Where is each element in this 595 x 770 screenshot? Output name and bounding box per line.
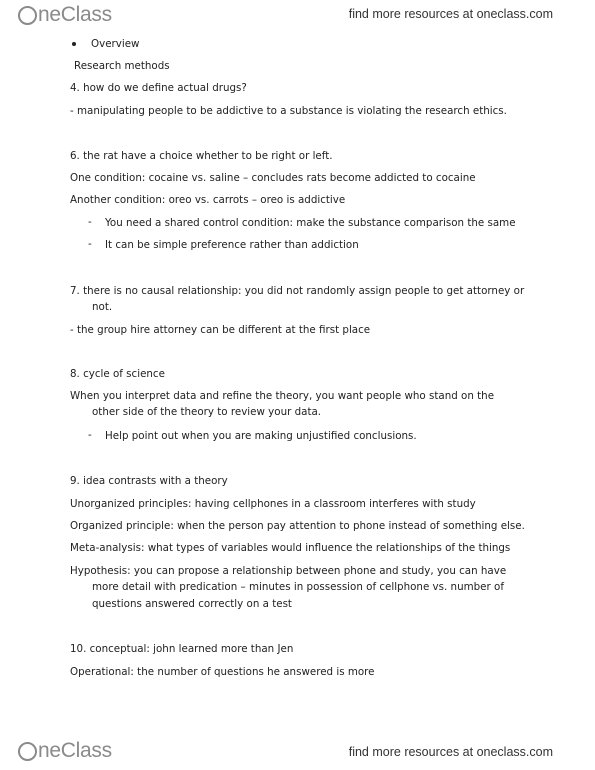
- interpret-line: When you interpret data and refine the theory, you want people who stand on the: [70, 390, 495, 402]
- logo-o-icon: [18, 6, 37, 25]
- dash-icon: -: [88, 238, 92, 250]
- overview-item: Overview: [91, 38, 140, 50]
- hypothesis-line-cont2: questions answered correctly on a test: [92, 598, 292, 610]
- research-methods-line: Research methods: [74, 60, 170, 72]
- logo-o-icon: [18, 742, 37, 761]
- logo-text: neClass: [38, 3, 112, 26]
- footer-resources-link[interactable]: find more resources at oneclass.com: [348, 745, 553, 759]
- header-resources-link[interactable]: find more resources at oneclass.com: [348, 7, 553, 21]
- shared-control-line: You need a shared control condition: make the substance comparison the same: [105, 217, 516, 229]
- dash-icon: -: [88, 216, 92, 228]
- unorganized-line: Unorganized principles: having cellphones in a classroom interferes with study: [70, 498, 476, 510]
- condition-one-line: One condition: cocaine vs. saline – concludes rats become addicted to cocaine: [70, 172, 476, 184]
- q4-line: 4. how do we define actual drugs?: [70, 82, 247, 94]
- footer-logo-text: neClass: [38, 739, 112, 762]
- ethics-line: - manipulating people to be addictive to a substance is violating the research ethics.: [70, 105, 507, 117]
- q7-line-cont: not.: [92, 301, 113, 313]
- q8-line: 8. cycle of science: [70, 368, 165, 380]
- meta-analysis-line: Meta-analysis: what types of variables would influence the relationships of the things: [70, 542, 511, 554]
- operational-line: Operational: the number of questions he answered is more: [70, 666, 375, 678]
- q9-line: 9. idea contrasts with a theory: [70, 475, 228, 487]
- oneclass-footer-logo: [18, 739, 112, 763]
- q10-line: 10. conceptual: john learned more than Jen: [70, 643, 294, 655]
- hypothesis-line-cont1: more detail with predication – minutes in possession of cellphone vs. number of: [92, 581, 504, 593]
- organized-line: Organized principle: when the person pay attention to phone instead of something else.: [70, 520, 525, 532]
- q6-line: 6. the rat have a choice whether to be right or left.: [70, 150, 333, 162]
- attorney-line: - the group hire attorney can be different at the first place: [70, 324, 371, 336]
- condition-two-line: Another condition: oreo vs. carrots – oreo is addictive: [70, 194, 346, 206]
- unjustified-line: Help point out when you are making unjustified conclusions.: [105, 430, 417, 442]
- dash-icon: -: [88, 429, 92, 441]
- bullet-icon: [72, 42, 76, 46]
- preference-line: It can be simple preference rather than addiction: [105, 239, 359, 251]
- q7-line: 7. there is no causal relationship: you did not randomly assign people to get attorney or: [70, 285, 525, 297]
- interpret-line-cont: other side of the theory to review your data.: [92, 406, 322, 418]
- hypothesis-line: Hypothesis: you can propose a relationship between phone and study, you can have: [70, 565, 507, 577]
- oneclass-logo: [18, 3, 112, 27]
